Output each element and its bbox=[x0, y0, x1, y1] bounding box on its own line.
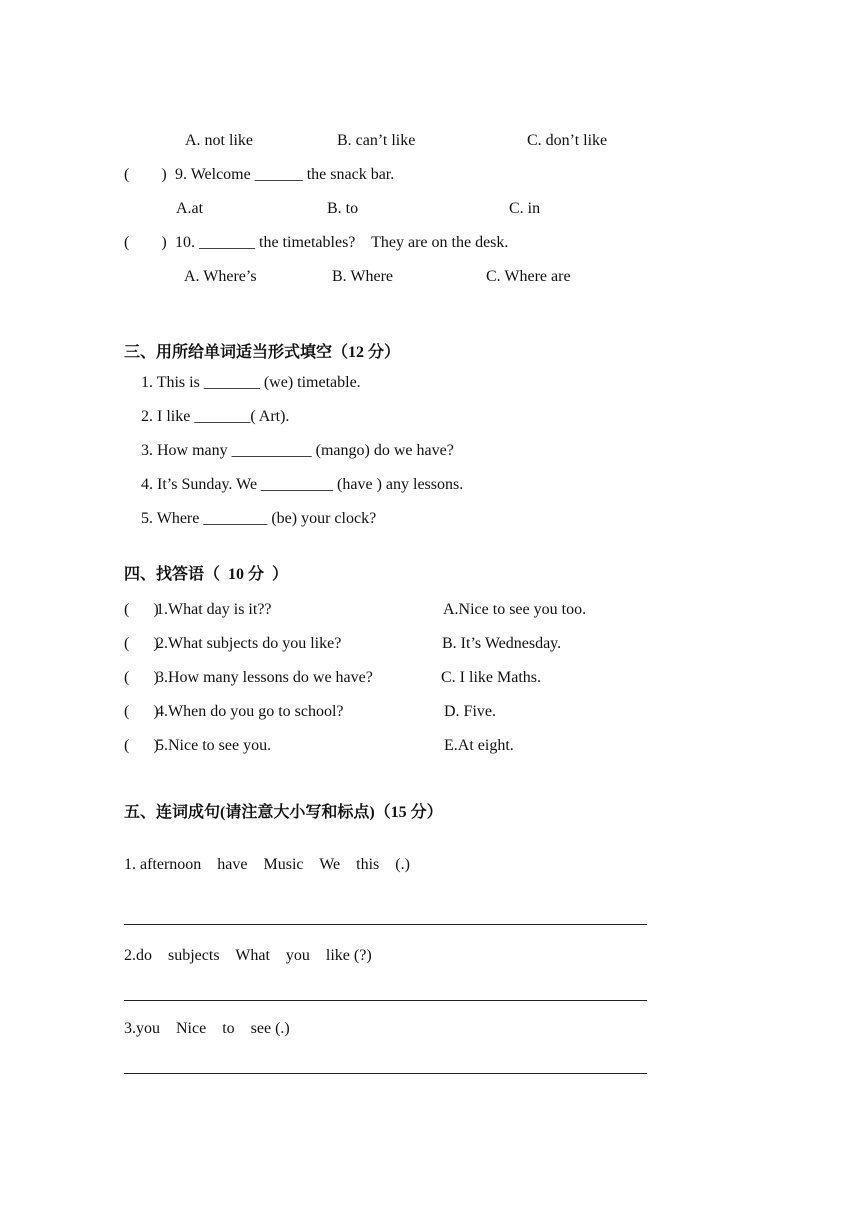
section4-question: 1.What day is it?? bbox=[156, 601, 272, 618]
section4-question: 2.What subjects do you like? bbox=[156, 635, 342, 652]
section4-answer: D. Five. bbox=[444, 703, 496, 720]
section4-bracket: ( ) bbox=[124, 703, 159, 720]
answer-line bbox=[124, 1073, 647, 1074]
q9-option-c: C. in bbox=[509, 200, 541, 217]
q9-text: 9. Welcome ______ the snack bar. bbox=[175, 166, 395, 183]
q10-option-c: C. Where are bbox=[486, 268, 571, 285]
q8-option-c: C. don’t like bbox=[527, 132, 608, 149]
section4-answer: B. It’s Wednesday. bbox=[442, 635, 562, 652]
section4-answer: C. I like Maths. bbox=[441, 669, 541, 686]
section3-item: 2. I like _______( Art). bbox=[141, 408, 290, 425]
section3-title: 三、用所给单词适当形式填空（12 分） bbox=[124, 344, 401, 361]
q9-bracket: ( ) bbox=[124, 166, 167, 183]
section4-question: 4.When do you go to school? bbox=[156, 703, 344, 720]
section3-item: 5. Where ________ (be) your clock? bbox=[141, 510, 377, 527]
q10-text: 10. _______ the timetables? They are on the desk. bbox=[175, 234, 509, 251]
section4-answer: A.Nice to see you too. bbox=[443, 601, 587, 618]
section5-title: 五、连词成句(请注意大小写和标点)（15 分） bbox=[124, 804, 443, 821]
q9-option-a: A.at bbox=[176, 200, 204, 217]
section4-title: 四、找答语（ 10 分 ） bbox=[124, 566, 289, 583]
section4-question: 5.Nice to see you. bbox=[156, 737, 272, 754]
section4-bracket: ( ) bbox=[124, 601, 159, 618]
section4-answer: E.At eight. bbox=[444, 737, 514, 754]
section4-bracket: ( ) bbox=[124, 635, 159, 652]
q9-option-b: B. to bbox=[327, 200, 359, 217]
q10-bracket: ( ) bbox=[124, 234, 167, 251]
q8-option-a: A. not like bbox=[185, 132, 253, 149]
q8-option-b: B. can’t like bbox=[337, 132, 416, 149]
q10-option-b: B. Where bbox=[332, 268, 394, 285]
section3-item: 3. How many __________ (mango) do we have? bbox=[141, 442, 454, 459]
section3-item: 1. This is _______ (we) timetable. bbox=[141, 374, 361, 391]
section4-question: 3.How many lessons do we have? bbox=[156, 669, 373, 686]
q10-option-a: A. Where’s bbox=[184, 268, 257, 285]
answer-line bbox=[124, 924, 647, 925]
section5-item: 1. afternoon have Music We this (.) bbox=[124, 856, 410, 873]
section5-item: 3.you Nice to see (.) bbox=[124, 1020, 290, 1037]
section4-bracket: ( ) bbox=[124, 669, 159, 686]
section5-item: 2.do subjects What you like (?) bbox=[124, 947, 372, 964]
section3-item: 4. It’s Sunday. We _________ (have ) any lessons. bbox=[141, 476, 464, 493]
answer-line bbox=[124, 1000, 647, 1001]
section4-bracket: ( ) bbox=[124, 737, 159, 754]
